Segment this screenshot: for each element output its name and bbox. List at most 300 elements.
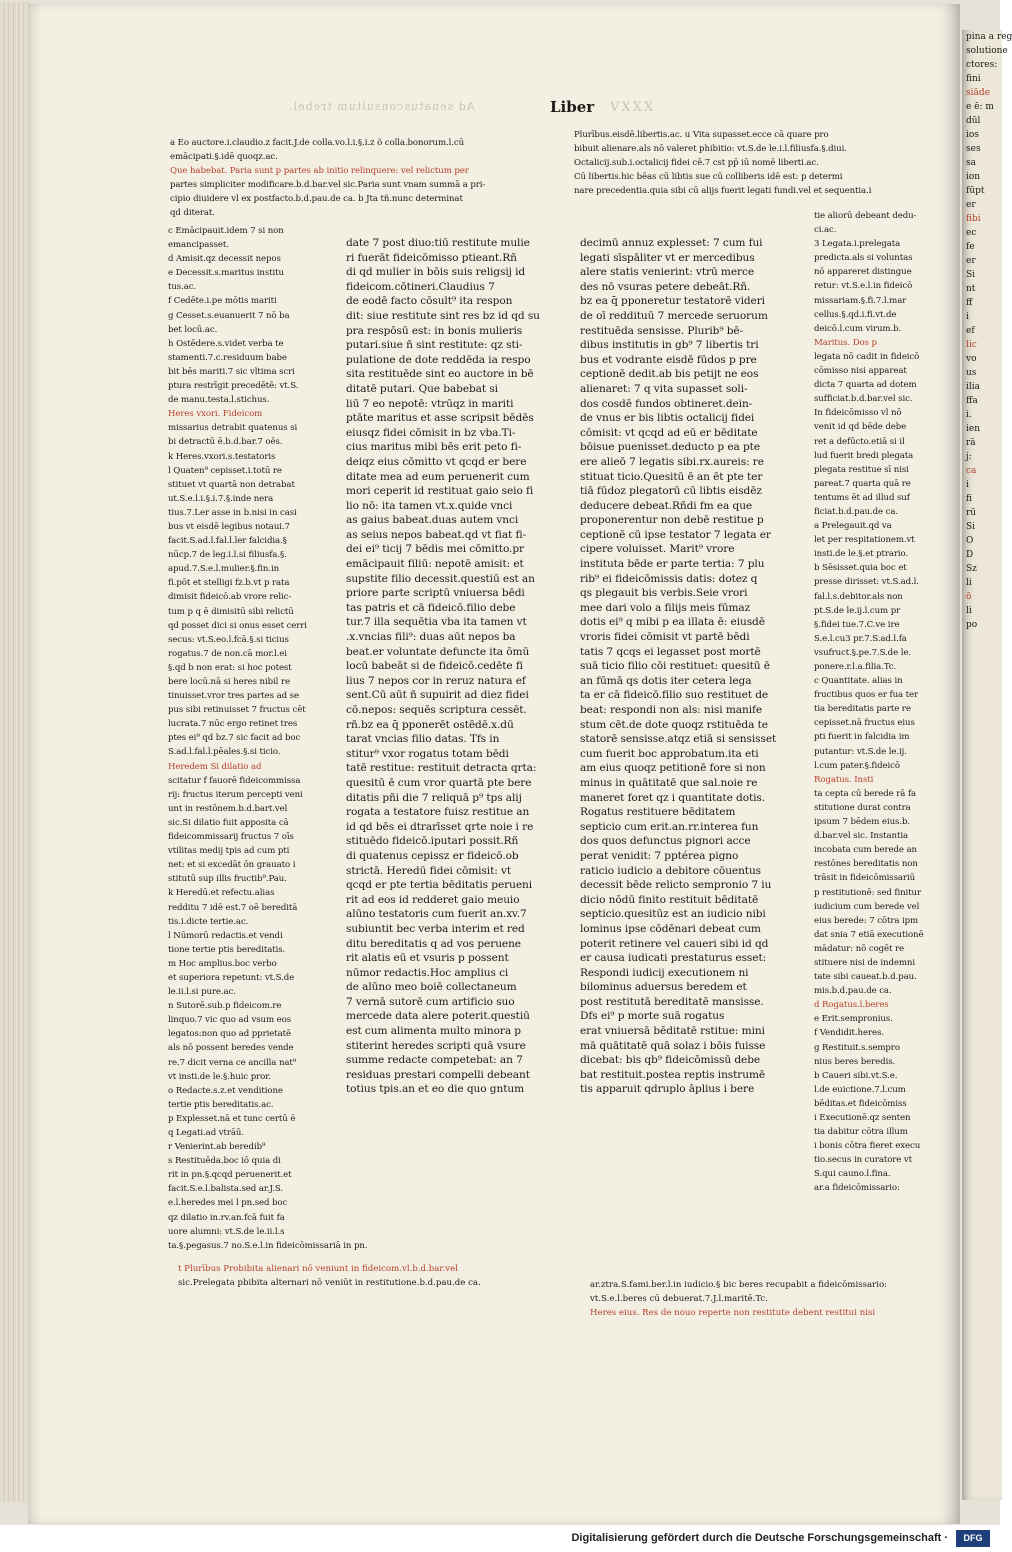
gloss-line: dat snia 7 etiā executionē bbox=[814, 929, 924, 940]
gloss-line: ponere.r.l.a.filia.Tc. bbox=[814, 662, 897, 672]
text-line: proponerentur non debē restitue p bbox=[580, 514, 764, 527]
text-line: ditate mea ad eum peruenerit cum bbox=[346, 470, 530, 483]
gloss-line: l.cum pater.§.fideicō bbox=[814, 760, 900, 771]
gloss-line: pti fuerit in falcidia im bbox=[814, 732, 910, 743]
text-line: putari.siue ñ sint restitute: qz sti- bbox=[346, 339, 523, 352]
adjacent-page-fragment: ilia bbox=[966, 382, 981, 392]
text-line: lio nō: ita tamen vt.x.quide vnci bbox=[346, 499, 513, 512]
gloss-line: vt.S.e.l.beres cū debuerat.7.J.l.maritē.Tc. bbox=[590, 1294, 768, 1304]
text-line: statorē sensisse.atqz etiā si sensisset bbox=[580, 733, 777, 746]
text-line: tatis 7 qcqs ei legasset post mortē bbox=[580, 645, 761, 658]
gloss-line: Cū libertis.hic bēas cū libtis sue cū colliberis idē est: p determi bbox=[574, 172, 843, 183]
gloss-line: rit in pn.§.qcqd peruenerit.et bbox=[168, 1170, 292, 1181]
text-line: rit ad eos id redderet gaio meuio bbox=[346, 893, 520, 906]
text-line: di qd mulier in bōis suis religsij id bbox=[346, 266, 526, 279]
gloss-line: §.qd b non erat: si hoc potest bbox=[168, 662, 292, 673]
gloss-line: nō appareret distingue bbox=[814, 267, 912, 278]
gloss-line: ipsum 7 bēdem eius.b. bbox=[814, 817, 910, 828]
gloss-line: g Cesset.s.euanuerit 7 nō ba bbox=[168, 310, 290, 321]
text-line: rib⁹ ei fideicōmissis datis: dotez q bbox=[580, 572, 758, 585]
text-line: fideicom.cōtineri.Claudius 7 bbox=[346, 280, 495, 293]
text-line: rñ.bz ea q̄ pponerēt ostēdē.x.dū bbox=[346, 718, 514, 731]
text-line: cius maritus mibi bēs erit peto fi- bbox=[346, 441, 522, 454]
gloss-line: cellus.§.qd.i.fi.vt.de bbox=[814, 309, 897, 320]
gloss-line: sic.Prelegata pbibita alternari nō veniūt in restitutione.b.d.pau.de ca. bbox=[178, 1278, 481, 1288]
text-line: dei ei⁹ ticij 7 bēdis mei cōmitto.pr bbox=[346, 543, 524, 556]
main-text-column-1 bbox=[346, 236, 578, 1097]
gloss-line: e Decessit.s.maritus institu bbox=[168, 268, 284, 279]
gloss-line: d.bar.vel sic. Instantia bbox=[814, 831, 908, 842]
adjacent-page-fragment: O bbox=[966, 536, 974, 546]
gloss-line: tione tertie ptis bereditatis. bbox=[168, 944, 286, 955]
text-line: maneret foret qz i quantitate dotis. bbox=[580, 791, 766, 804]
text-line: Dfs ei⁹ p morte suā rogatus bbox=[580, 1010, 725, 1023]
adjacent-page-fragment: Si bbox=[966, 522, 976, 532]
text-line: mā quātitatē quā solaz i bōis fuisse bbox=[580, 1039, 766, 1052]
gloss-line: als nō possent beredes vende bbox=[168, 1043, 294, 1054]
gloss-line: legatos:non quo ad pprietatē bbox=[168, 1029, 291, 1040]
text-line: cō.nepos: sequēs scriptura cessēt. bbox=[346, 704, 527, 716]
text-line: alienaret: 7 q vita supasset soli- bbox=[580, 382, 748, 395]
gloss-line: In fideicōmisso vl nō bbox=[814, 408, 902, 419]
text-line: cōmisit: vt qcqd ad eū er bēditate bbox=[580, 426, 758, 439]
adjacent-page-fragment: fi bbox=[966, 494, 973, 504]
text-line: septicio cum erit.an.rr.interea fun bbox=[580, 820, 759, 833]
gloss-line: a Eo auctore.i.claudio.z facit.J.de colla.vo.l.i.§.i.z ö colla.bonorum.l.cū bbox=[170, 138, 465, 148]
adjacent-page-edge bbox=[962, 30, 1012, 1500]
gloss-line: bibuit alienare.als nō valeret phibitio: vt.S.de le.i.l.filiusfa.§.diui. bbox=[574, 144, 847, 155]
gloss-line: trāsit in fideicōmissariū bbox=[814, 873, 916, 884]
adjacent-page-fragment: e ē: m bbox=[966, 102, 994, 112]
gloss-line: tentums ēt ad illud suf bbox=[814, 492, 910, 503]
adjacent-page-fragment: Sz bbox=[966, 564, 977, 574]
gloss-line: tius.7.Ler asse in b.nisi in casi bbox=[168, 507, 297, 518]
gloss-line: tie aliorū debeant dedu- bbox=[814, 211, 917, 221]
gloss-line: dimisit fideicō.ab vrore relic- bbox=[168, 592, 292, 603]
gloss-line: bus vt eisdē legibus notaui.7 bbox=[168, 521, 290, 532]
adjacent-page-fragment: po bbox=[966, 620, 978, 630]
text-line: beat: respondi non als: nisi manife bbox=[580, 704, 762, 716]
gloss-line: Que habebat. Paria sunt p partes ab initio relinquere: vel relictum per bbox=[170, 166, 469, 177]
text-line: di quatenus cepissz er fideicō.ob bbox=[346, 849, 519, 862]
text-line: decessit bēde relicto sempronio 7 iu bbox=[580, 879, 772, 892]
gloss-line: l.de euictione.7.l.cum bbox=[814, 1084, 906, 1095]
text-line: residuas prestari compelli debeant bbox=[346, 1068, 530, 1081]
gloss-line: fi.pōt et stelligi fz.b.vt p rata bbox=[168, 578, 290, 589]
text-line: dotis ei⁹ q mibi p ea illata ē: eiusdē bbox=[580, 616, 765, 629]
text-line: rit alatis eū et vsuris p possent bbox=[346, 952, 509, 965]
gloss-line: facit.S.e.l.balista.sed ar.J.S. bbox=[168, 1184, 283, 1195]
text-line: decimū annuz explesset: 7 cum fui bbox=[580, 237, 763, 249]
text-line: .x.vncias fili⁹: duas aūt nepos ba bbox=[346, 631, 516, 644]
gloss-line: qd diterat. bbox=[170, 208, 215, 219]
adjacent-page-fragment: ca bbox=[966, 466, 977, 476]
gloss-line: bere locū.nā si heres nibil re bbox=[168, 677, 290, 687]
text-line: de eodē facto cōsult⁹ ita respon bbox=[346, 295, 513, 308]
gloss-column-right bbox=[814, 209, 956, 1196]
text-line: mercede data alere poterit.questiū bbox=[346, 1010, 530, 1023]
adjacent-page-fragment: ien bbox=[966, 424, 981, 434]
text-line: bus et vodrante eisdē fūdos p pre bbox=[580, 353, 757, 366]
text-line: des nō vsuras petere debeāt.Rñ. bbox=[580, 280, 751, 293]
adjacent-page-fragment: siāde bbox=[966, 88, 990, 98]
gloss-line: insti.de le.§.et ptrario. bbox=[814, 549, 909, 560]
text-line: bōisue puenisset.deducto p ea pte bbox=[580, 441, 760, 454]
gloss-line: stitutione durat contra bbox=[814, 802, 911, 813]
gloss-line: Plurībus.eisdē.libertis.ac. u Vita supasset.ecce cā quare pro bbox=[574, 130, 829, 140]
gloss-line: scitatur f fauorē fideicommissa bbox=[168, 775, 301, 786]
gloss-line: plegata restitue sī nisi bbox=[814, 464, 909, 475]
gloss-line: eius berede: 7 cōtra ipm bbox=[814, 915, 919, 926]
text-line: ta er cā fideicō.filio suo restituet de bbox=[580, 689, 769, 702]
gloss-line: sic.Si dilatio fuit apposita cā bbox=[168, 817, 289, 828]
text-line: tiā fūdoz plegatorū cū libtis eisdēz bbox=[580, 485, 762, 498]
text-line: instituta bēde er parte tertia: 7 plu bbox=[580, 558, 765, 571]
top-left-gloss bbox=[170, 136, 590, 221]
adjacent-page-fragment: ses bbox=[966, 144, 981, 154]
gloss-line: tis.i.dicte tertie.ac. bbox=[168, 916, 249, 927]
text-line: ri fuerāt fideicōmisso ptieant.Rñ bbox=[346, 251, 517, 264]
gloss-line: rogatus.7 de non.cā mor.l.ei bbox=[168, 648, 287, 659]
gloss-line: restōnes bereditatis non bbox=[814, 859, 918, 870]
gloss-line: rij: fructus iterum percepti veni bbox=[168, 789, 303, 800]
gloss-line: redditu 7 idē est.7 oē bereditā bbox=[168, 902, 298, 913]
text-line: Rogatus restituere bēditatem bbox=[580, 806, 736, 819]
footer-bar bbox=[0, 1525, 1000, 1552]
gloss-line: uore alumni: vt.S.de le.ii.l.s bbox=[168, 1226, 285, 1237]
text-line: as gaius babeat.duas autem vnci bbox=[346, 514, 519, 527]
gloss-line: Maritus. Dos p bbox=[814, 337, 877, 348]
running-head bbox=[288, 98, 788, 122]
text-line: ptāte maritus et asse scripsit bēdēs bbox=[346, 412, 534, 425]
text-line: tur.7 illa sequētia vba ita tamen vt bbox=[346, 616, 527, 629]
gloss-line: emācipati.§.idē quoqz.ac. bbox=[170, 152, 278, 163]
text-line: stituat ticio.Quesitū ē an ēt pte ter bbox=[580, 470, 763, 483]
text-line: alere statis venierint: vtrū merce bbox=[580, 266, 755, 279]
adjacent-page-fragment: Si bbox=[966, 270, 976, 280]
gloss-line: stamenti.7.c.residuum babe bbox=[168, 352, 287, 363]
faded-show-through-title: Ad senatusconsultum trebel. bbox=[288, 100, 475, 113]
text-line: nūmor redactis.Hoc amplius ci bbox=[346, 966, 509, 979]
top-right-gloss bbox=[574, 128, 959, 198]
gloss-line: nūcp.7 de leg.i.l.si filiusfa.§. bbox=[168, 550, 287, 561]
adjacent-page-fragment: er bbox=[966, 200, 976, 210]
text-line: bz ea q̄ pponeretur testatorē videri bbox=[580, 295, 765, 308]
gloss-line: n Sutorē.sub.p fideicom.re bbox=[168, 1001, 282, 1012]
text-line: tatē restitue: restituit detracta qrta: bbox=[346, 762, 537, 775]
gloss-line: unt in restōnem.b.d.bart.vel bbox=[168, 803, 288, 814]
text-line: stitur⁹ vxor rogatus totam bēdi bbox=[346, 747, 509, 760]
gloss-line: ret a defūcto.etiā si il bbox=[814, 436, 905, 447]
gloss-line: l Nūmorū redactis.et vendi bbox=[168, 930, 283, 941]
gloss-line: bēditas.et fideicōmiss bbox=[814, 1098, 907, 1109]
gloss-line: i Executionē.qz senten bbox=[814, 1113, 911, 1123]
adjacent-page-fragment: ctores: bbox=[966, 60, 998, 70]
gloss-line: ut.S.e.l.i.§.i.7.§.inde nera bbox=[168, 493, 274, 504]
text-line: legati sīspāliter vt er mercedibus bbox=[580, 251, 755, 264]
text-line: quesitū ē cum vror quartā pte bere bbox=[346, 776, 532, 789]
text-line: totius tpis.an et eo die quo gntum bbox=[346, 1083, 525, 1096]
gloss-line: presse dirisset: vt.S.ad.l. bbox=[814, 577, 919, 588]
adjacent-page-fragment: j: bbox=[966, 452, 972, 462]
text-line: alūno testatoris cum fuerit an.xv.7 bbox=[346, 908, 527, 921]
gloss-line: pt.S.de le.ij.l.cum pr bbox=[814, 605, 901, 616]
gloss-line: secus: vt.S.eo.l.fcā.§.si ticius bbox=[168, 634, 289, 645]
text-line: qcqd er pte tertia bēditatis perueni bbox=[346, 879, 533, 892]
gloss-line: Octalicij.sub.i.octalicij fidei cē.7 cst pp̄ iū nomē liberti.ac. bbox=[574, 158, 819, 169]
gloss-line: mis.b.d.pau.de ca. bbox=[814, 986, 892, 997]
page-edges bbox=[0, 2, 30, 1502]
adjacent-page-fragment: i bbox=[966, 312, 969, 322]
text-line: est cum alimenta multo minora p bbox=[346, 1025, 521, 1038]
text-line: sita restituēde sint eo auctore in bē bbox=[346, 368, 534, 381]
gloss-line: a Prelegauit.qd va bbox=[814, 521, 892, 532]
main-text-column-2 bbox=[580, 236, 812, 1097]
text-line: tis apparuit qdruplo āplius i bere bbox=[580, 1083, 755, 1096]
gloss-line: le.ii.l.si pure.ac. bbox=[168, 987, 236, 998]
gloss-line: fructibus quos er fua ter bbox=[814, 690, 919, 701]
adjacent-page-fragment: pina a reg bbox=[966, 32, 1012, 42]
text-line: er causa iudicati prestaturus esset: bbox=[580, 952, 767, 965]
gloss-line: ficiat.b.d.pau.de ca. bbox=[814, 506, 899, 517]
text-line: as seius nepos babeat.qd vt fiat fi- bbox=[346, 528, 527, 541]
gloss-line: tia bereditatis parte re bbox=[814, 704, 911, 715]
text-line: liū 7 eo nepotē: vtrūqz in mariti bbox=[346, 397, 514, 410]
gloss-line: qd posset dici si onus esset cerri bbox=[168, 620, 307, 631]
adjacent-page-fragment: ec bbox=[966, 228, 977, 238]
adjacent-page-fragment: ffa bbox=[966, 396, 978, 406]
text-line: dicio nōdū finito restituit bēditatē bbox=[580, 893, 759, 906]
gloss-line: tertie ptis bereditatis.ac. bbox=[168, 1099, 274, 1110]
gloss-line: tio.secus in curatore vt bbox=[814, 1155, 912, 1166]
text-line: locū babeāt si de fideicō.cedēte fi bbox=[346, 660, 523, 673]
gloss-line: tinuisset.vror tres partes ad se bbox=[168, 691, 299, 702]
gloss-line: t Plurībus Probibita alienari nō veniunt in fideicom.vl.b.d.bar.vel bbox=[178, 1264, 458, 1274]
gloss-line: tus.ac. bbox=[168, 282, 197, 293]
gloss-line: tia dabitur cōtra illum bbox=[814, 1127, 908, 1138]
gloss-line: ar.ztra.S.fami.ber.l.in iudicio.§ bic beres recupabit a fideicōmissario: bbox=[590, 1280, 888, 1290]
text-line: de oī reddituū 7 mercede seruorum bbox=[580, 309, 768, 322]
adjacent-page-fragment: fini bbox=[966, 74, 981, 84]
text-line: suā ticio filio cōi restituet: quesitū ē bbox=[580, 660, 770, 673]
text-line: restituēda sensisse. Plurib⁹ bē- bbox=[580, 324, 744, 337]
text-line: emācipauit filiū: nepotē amisit: et bbox=[346, 558, 524, 571]
gloss-line: stituere nisi de indemni bbox=[814, 957, 916, 968]
gloss-line: bet locū.ac. bbox=[168, 324, 218, 335]
gloss-column-left bbox=[168, 224, 368, 1253]
text-line: ceptionē dedit.ab bis petijt ne eos bbox=[580, 368, 759, 381]
text-line: stituēdo fideicō.iputari possit.Rñ bbox=[346, 835, 519, 848]
gloss-line: missariam.§.fi.7.l.mar bbox=[814, 295, 907, 306]
gloss-line: d Rogatus.l.beres bbox=[814, 1000, 889, 1011]
gloss-line: fal.l.s.debitor.als non bbox=[814, 591, 903, 602]
text-line: stiterint heredes scripti quā vsure bbox=[346, 1039, 526, 1052]
dfg-logo: DFG bbox=[956, 1530, 990, 1547]
gloss-line: S.qui cauno.l.fina. bbox=[814, 1169, 891, 1180]
text-line: cum fuerit boc approbatum.ita eti bbox=[580, 747, 759, 760]
gloss-line: p restitutionē: sed finitur bbox=[814, 887, 921, 898]
gloss-line: mādatur: nō cogēt re bbox=[814, 943, 905, 954]
gloss-line: lud fuerit bredi plegata bbox=[814, 450, 914, 461]
text-line: bat restituit.postea reptis instrumē bbox=[580, 1068, 766, 1081]
adjacent-page-fragment: i bbox=[966, 480, 969, 490]
text-line: qs plegauit bis verbis.Seie vrori bbox=[580, 587, 748, 600]
gloss-line: i bonis cōtra fieret execu bbox=[814, 1141, 921, 1152]
gloss-line: linquo.7 vic quo ad vsum eos bbox=[168, 1015, 292, 1026]
adjacent-page-fragment: fe bbox=[966, 242, 975, 252]
gloss-line: predicta.als si voluntas bbox=[814, 253, 913, 264]
text-line: mee dari volo a filijs meis fūmaz bbox=[580, 601, 751, 614]
gloss-line: vtilitas medij tpis ad cum pti bbox=[168, 846, 290, 857]
gloss-line: nius beres beredis. bbox=[814, 1056, 896, 1067]
adjacent-page-fragment: D bbox=[966, 550, 974, 560]
text-line: sent.Cū aūt ñ supuirit ad diez fidei bbox=[346, 689, 529, 702]
gloss-line: b Caueri sibi.vt.S.e. bbox=[814, 1070, 898, 1081]
text-line: ere alieō 7 legatis sibi.rx.aureis: re bbox=[580, 455, 764, 468]
text-line: cipere voluisset. Marit⁹ vrore bbox=[580, 543, 735, 556]
adjacent-page-fragment: er bbox=[966, 256, 976, 266]
gloss-line: Rogatus. Insti bbox=[814, 774, 874, 785]
text-line: de alūno meo boiē collectaneum bbox=[346, 981, 517, 994]
gloss-line: e Erit.sempronius. bbox=[814, 1014, 893, 1025]
gloss-line: bi detractū ē.b.d.bar.7 oēs. bbox=[168, 437, 283, 448]
adjacent-page-fragment: ion bbox=[966, 172, 981, 182]
gloss-line: k Heres.vxori.s.testatoris bbox=[168, 451, 276, 462]
gloss-line: 3 Legata.i.prelegata bbox=[814, 239, 901, 250]
gloss-line: g Restituit.s.sempro bbox=[814, 1042, 900, 1053]
gloss-line: iudicium cum berede vel bbox=[814, 901, 920, 912]
text-line: 7 vernā sutorē cum artificio suo bbox=[346, 995, 515, 1008]
adjacent-page-fragment: dūl bbox=[966, 116, 981, 126]
text-line: tas patris et cā fideicō.filio debe bbox=[346, 601, 516, 614]
gloss-line: legata nō cadit in fideicō bbox=[814, 351, 920, 362]
gloss-line: o Redacte.s.z.et venditione bbox=[168, 1085, 283, 1096]
gloss-line: Heredem Si dilatio ad bbox=[168, 761, 262, 772]
gloss-line: ta.§.pegasus.7 no.S.e.l.in fideicōmissariā in pn. bbox=[168, 1240, 368, 1251]
text-line: ditatis pñi die 7 reliquā p⁹ tps alij bbox=[346, 791, 522, 804]
gloss-line: incobata cum berede an bbox=[814, 845, 917, 856]
gloss-line: emancipasset. bbox=[168, 240, 229, 251]
gloss-line: pareat.7 quarta quā re bbox=[814, 478, 911, 489]
gloss-line: m Hoc amplius.boc verbo bbox=[168, 958, 277, 969]
adjacent-page-fragment: ff bbox=[966, 298, 973, 308]
gloss-line: cōmisso nisi appareat bbox=[814, 366, 907, 377]
text-line: ditatē putari. Que babebat si bbox=[346, 382, 498, 395]
gloss-line: fideicommissarij fructus 7 oīs bbox=[168, 832, 294, 843]
text-line: ceptionē cū ipse testator 7 legata er bbox=[580, 528, 771, 541]
gloss-line: vsufruct.§.pe.7.S.de le. bbox=[814, 647, 911, 658]
gloss-line: b Sēsisset.quia boc et bbox=[814, 563, 907, 574]
gloss-line: ci.ac. bbox=[814, 225, 837, 236]
text-line: pulatione de dote reddēda ia respo bbox=[346, 353, 531, 366]
text-line: supstite filio decessit.questiū est an bbox=[346, 572, 535, 585]
gloss-line: de manu.testa.l.stichus. bbox=[168, 395, 270, 406]
gloss-line: f Vendidit.heres. bbox=[814, 1028, 884, 1039]
text-line: erat vniuersā bēditatē rstitue: mini bbox=[580, 1025, 765, 1038]
gloss-line: venit id qd bēde debe bbox=[814, 422, 907, 433]
gloss-line: p Explesset.nā et tunc certū ē bbox=[168, 1113, 296, 1124]
gloss-line: S.ad.l.fal.l.pēales.§.si ticio. bbox=[168, 747, 281, 758]
text-line: deiqz eius cōmitto vt qcqd er bere bbox=[346, 455, 527, 468]
adjacent-page-fragment: ios bbox=[966, 130, 979, 140]
adjacent-page-fragment: sa bbox=[966, 158, 976, 168]
gloss-line: tate sibi caueat.b.d.pau. bbox=[814, 972, 917, 983]
adjacent-page-fragment: nt bbox=[966, 284, 976, 294]
adjacent-page-fragment: fibi bbox=[966, 214, 981, 224]
gloss-line: l Quaten⁹ cepisset.i.totū re bbox=[168, 465, 282, 476]
gloss-line: stituet vt quartā non detrabat bbox=[168, 479, 295, 490]
gloss-line: putantur: vt.S.de le.ij. bbox=[814, 746, 907, 757]
gloss-line: c Emācipauit.idem 7 si non bbox=[168, 226, 284, 236]
text-line: ditu bereditatis q ad vos peruene bbox=[346, 937, 521, 950]
gloss-line: s Restituēda.boc iō quia di bbox=[168, 1156, 281, 1167]
adjacent-page-fragment: i. bbox=[966, 410, 972, 420]
funding-credit: Digitalisierung gefördert durch die Deutsche Forschungsgemeinschaft · bbox=[571, 1532, 948, 1544]
text-line: dit: siue restitute sint res bz id qd su bbox=[346, 309, 540, 322]
text-line: lius 7 nepos cor in reruz natura ef bbox=[346, 674, 526, 687]
adjacent-page-fragment: vo bbox=[966, 354, 977, 364]
gloss-line: let per respitationem.vt bbox=[814, 535, 915, 546]
text-line: date 7 post diuo:tiū restitute mulie bbox=[346, 237, 530, 249]
adjacent-page-fragment: solutione bbox=[966, 46, 1008, 56]
gloss-line: f Cedēte.i.pe mōtis mariti bbox=[168, 296, 277, 307]
adjacent-page-fragment: fūpt bbox=[966, 186, 985, 196]
gloss-line: §.fidei tue.7.C.ve ire bbox=[814, 619, 900, 630]
text-line: septicio.quesitūz est an iudicio nibi bbox=[580, 908, 766, 921]
text-line: lominus ipse cōdēnari debeat cum bbox=[580, 922, 761, 935]
gloss-line: apud.7.S.e.l.mulier.§.fin.in bbox=[168, 564, 280, 575]
gloss-line: stitutū sup illis fructib⁹.Pau. bbox=[168, 874, 287, 885]
gloss-line: ta cepta cū berede rā fa bbox=[814, 788, 917, 799]
gloss-line: nare precedentia.quia sibi cū alijs fuerit legati fundi.vel et sequentia.i bbox=[574, 186, 872, 197]
gloss-line: lucrata.7 nūc ergo retinet tres bbox=[168, 719, 298, 730]
gloss-line: net: et si excedāt ōn grauato i bbox=[168, 860, 296, 871]
gloss-line: vt insti.de le.§.huic pror. bbox=[168, 1071, 271, 1082]
book-page bbox=[28, 4, 960, 1524]
gloss-line: c Quantitate. alias in bbox=[814, 676, 903, 687]
gloss-line: cipio diuidere vl ex postfacto.b.d.pau.de ca. b Jta tñ.nunc determinat bbox=[170, 194, 463, 205]
gloss-line: k Heredū.et refectu.alias bbox=[168, 888, 275, 899]
text-line: dicebat: bis qb⁹ fideicōmissū debe bbox=[580, 1054, 761, 1067]
gloss-line: Heres vxori. Fideicom bbox=[168, 409, 263, 420]
text-line: deducere debeat.Rñdi fm ea que bbox=[580, 499, 753, 512]
text-line: dos quos defunctus pignori acce bbox=[580, 835, 751, 848]
gloss-line: d Amisit.qz decessit nepos bbox=[168, 254, 281, 265]
text-line: subiuntit bec verba interim et red bbox=[346, 922, 525, 935]
gloss-line: tum p q ē dimisitū sibi relictū bbox=[168, 606, 294, 617]
gloss-line: cepisset.nā fructus eius bbox=[814, 718, 915, 729]
text-line: summe redacte competebat: an 7 bbox=[346, 1054, 523, 1067]
running-head-liber: Liber bbox=[550, 98, 595, 116]
text-line: am eius quoqz petitionē fore si non bbox=[580, 762, 766, 775]
text-line: eiusqz fidei cōmisit in bz vba.Ti- bbox=[346, 426, 516, 439]
text-line: tarat vncias filio datas. Tfs in bbox=[346, 733, 500, 746]
gloss-line: dicta 7 quarta ad dotem bbox=[814, 380, 917, 391]
gloss-line: facit.S.ad.l.fal.l.ler falcidia.§ bbox=[168, 536, 287, 547]
gloss-line: sufficiat.b.d.bar.vel sic. bbox=[814, 394, 913, 405]
gloss-line: ar.a fideicōmissario: bbox=[814, 1183, 900, 1194]
text-line: pra respōsū est: in bonis mulieris bbox=[346, 324, 523, 337]
text-line: an fūmā qs dotis iter cetera lega bbox=[580, 674, 752, 687]
faded-folio-number: VXXX bbox=[610, 100, 656, 115]
text-line: vroris fidei cōmisit vt partē bēdi bbox=[580, 631, 750, 644]
text-line: rogata a testatore fuisz restitue an bbox=[346, 806, 530, 819]
text-line: post restitutā bereditatē mansisse. bbox=[580, 995, 764, 1008]
gloss-line: ptura restrīgit precedētē: vt.S. bbox=[168, 381, 299, 392]
gloss-line: pus sibi retinuisset 7 fructus cēt bbox=[168, 705, 306, 716]
bottom-left-gloss bbox=[178, 1262, 598, 1290]
gloss-line: deicō.l.cum virum.b. bbox=[814, 323, 902, 334]
